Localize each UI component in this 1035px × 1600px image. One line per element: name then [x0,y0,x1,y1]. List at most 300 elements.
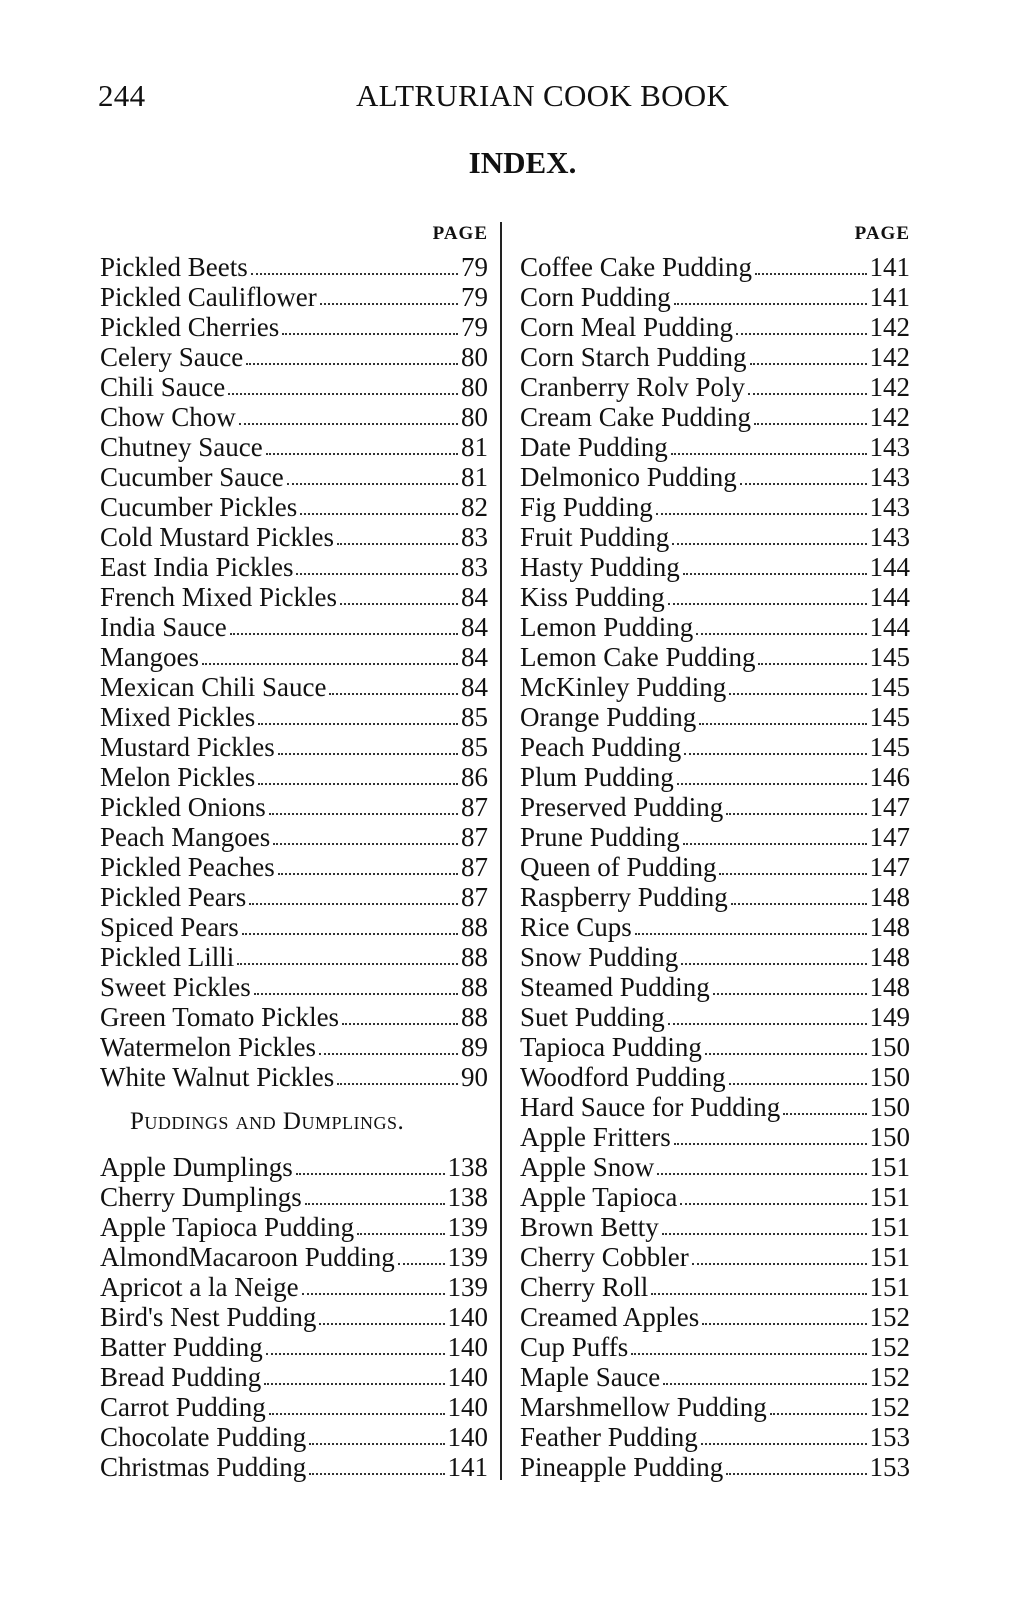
dot-leader [258,723,458,725]
index-entry [520,852,910,882]
dot-leader [230,633,458,635]
dot-leader [631,1353,866,1355]
index-entry [520,1122,910,1152]
index-entry [520,402,910,432]
index-entry [100,372,488,402]
dot-leader [251,273,458,275]
entry-name: AlmondMacaroon Pudding [100,1242,395,1272]
dot-leader [282,333,458,335]
entry-page-number: 139 [447,1272,488,1302]
entry-name: Batter Pudding [100,1332,263,1362]
index-entry [100,792,488,822]
entry-page-number: 151 [869,1212,910,1242]
entry-name: Rice Cups [520,912,632,942]
dot-leader [342,1023,458,1025]
dot-leader [726,1473,866,1475]
index-entry [520,372,910,402]
column-divider [500,222,502,1480]
entry-name: Bread Pudding [100,1362,262,1392]
entry-name: Pickled Cherries [100,312,280,342]
entry-name: Hard Sauce for Pudding [520,1092,781,1122]
index-entry [100,1452,488,1482]
index-entry [100,1422,488,1452]
entry-page-number: 141 [447,1452,488,1482]
entry-page-number: 88 [461,942,488,972]
dot-leader [683,573,867,575]
dot-leader [228,393,458,395]
entry-page-number: 88 [461,912,488,942]
entry-name: Mangoes [100,642,199,672]
entry-name: Peach Pudding [520,732,682,762]
entry-page-number: 80 [461,402,488,432]
entry-name: Cup Puffs [520,1332,629,1362]
entry-name: Woodford Pudding [520,1062,726,1092]
index-entry [520,1272,910,1302]
dot-leader [319,1323,444,1325]
entry-page-number: 87 [461,822,488,852]
dot-leader [668,603,867,605]
entry-page-number: 87 [461,852,488,882]
dot-leader [770,1413,867,1415]
dot-leader [635,933,867,935]
entry-name: Cherry Dumplings [100,1182,302,1212]
entry-name: Feather Pudding [520,1422,698,1452]
entry-name: Mixed Pickles [100,702,256,732]
entry-name: Lemon Cake Pudding [520,642,756,672]
index-entry [520,792,910,822]
dot-leader [266,453,458,455]
dot-leader [671,453,867,455]
dot-leader [258,783,458,785]
entry-page-number: 87 [461,792,488,822]
entry-page-number: 84 [461,612,488,642]
dot-leader [202,663,458,665]
index-entry [100,912,488,942]
entry-page-number: 147 [869,792,910,822]
dot-leader [681,963,866,965]
index-entry [520,312,910,342]
dot-leader [736,333,867,335]
section-heading: Puddings and Dumplings. [130,1108,405,1135]
index-entry [100,1242,488,1272]
entry-page-number: 151 [869,1242,910,1272]
index-entry [520,972,910,1002]
index-entry [520,942,910,972]
index-entry [100,1362,488,1392]
index-entry [520,762,910,792]
entry-page-number: 151 [869,1182,910,1212]
entry-page-number: 142 [869,402,910,432]
entry-name: Corn Meal Pudding [520,312,733,342]
index-entry [520,1392,910,1422]
index-column-right [520,220,910,1482]
index-entry [100,1302,488,1332]
entry-name: Kiss Pudding [520,582,665,612]
entry-name: Coffee Cake Pudding [520,252,752,282]
index-entry [520,342,910,372]
index-entry [520,522,910,552]
dot-leader [783,1113,866,1115]
entry-page-number: 144 [869,552,910,582]
index-entry [520,702,910,732]
index-entry [100,1272,488,1302]
dot-leader [278,753,458,755]
entry-name: Orange Pudding [520,702,697,732]
index-entry [520,1362,910,1392]
entry-name: Cold Mustard Pickles [100,522,334,552]
dot-leader [674,303,867,305]
index-column-left [100,220,488,1482]
dot-leader [269,813,458,815]
entry-page-number: 140 [447,1302,488,1332]
index-entry [520,432,910,462]
dot-leader [239,423,458,425]
entry-page-number: 151 [869,1152,910,1182]
index-entry [100,402,488,432]
index-entry [100,882,488,912]
entry-page-number: 147 [869,822,910,852]
entry-name: Cucumber Pickles [100,492,298,522]
entry-page-number: 90 [461,1062,488,1092]
index-entry [520,1182,910,1212]
entry-page-number: 88 [461,972,488,1002]
entry-name: Celery Sauce [100,342,244,372]
index-entry [100,972,488,1002]
entry-page-number: 150 [869,1122,910,1152]
index-entry [520,1242,910,1272]
entry-page-number: 152 [869,1362,910,1392]
entry-page-number: 149 [869,1002,910,1032]
puddings-entry-list [100,1152,488,1482]
index-entry [100,582,488,612]
entry-name: Snow Pudding [520,942,679,972]
index-entry [100,762,488,792]
index-entry [520,1032,910,1062]
entry-page-number: 142 [869,312,910,342]
entry-page-number: 147 [869,852,910,882]
entry-name: Fruit Pudding [520,522,670,552]
index-title: INDEX. [468,145,577,180]
entry-name: Cucumber Sauce [100,462,284,492]
entry-page-number: 140 [447,1332,488,1362]
index-entry [100,732,488,762]
entry-name: Spiced Pears [100,912,239,942]
index-entry [520,1422,910,1452]
entry-name: McKinley Pudding [520,672,727,702]
entry-name: Pickled Onions [100,792,266,822]
entry-page-number: 142 [869,342,910,372]
entry-page-number: 83 [461,552,488,582]
entry-name: White Walnut Pickles [100,1062,335,1092]
dot-leader [701,1443,867,1445]
entry-page-number: 82 [461,492,488,522]
entry-name: Fig Pudding [520,492,653,522]
index-entry [100,462,488,492]
entry-name: Raspberry Pudding [520,882,728,912]
index-entry [100,642,488,672]
entry-name: Apple Snow [520,1152,655,1182]
index-entry [100,612,488,642]
entry-page-number: 153 [869,1422,910,1452]
entry-name: Pickled Peaches [100,852,275,882]
entry-name: Pineapple Pudding [520,1452,724,1482]
index-entry [100,1062,488,1092]
entry-page-number: 83 [461,522,488,552]
index-entry [520,492,910,522]
index-entry [100,552,488,582]
entry-page-number: 142 [869,372,910,402]
entry-page-number: 145 [869,732,910,762]
entry-page-number: 146 [869,762,910,792]
entry-name: Suet Pudding [520,1002,665,1032]
entry-page-number: 148 [869,912,910,942]
dot-leader [692,1263,867,1265]
entry-name: Plum Pudding [520,762,674,792]
entry-name: Peach Mangoes [100,822,271,852]
dot-leader [357,1233,444,1235]
dot-leader [657,1173,866,1175]
entry-page-number: 150 [869,1092,910,1122]
entry-name: Delmonico Pudding [520,462,737,492]
entry-name: Bird's Nest Pudding [100,1302,317,1332]
entry-page-number: 85 [461,702,488,732]
entry-name: Date Pudding [520,432,668,462]
index-entry [520,462,910,492]
dot-leader [696,633,866,635]
entry-name: Melon Pickles [100,762,256,792]
index-entry [100,432,488,462]
dot-leader [726,813,866,815]
entry-name: Sweet Pickles [100,972,251,1002]
entry-name: Cream Cake Pudding [520,402,751,432]
entry-page-number: 148 [869,972,910,1002]
dot-leader [668,1023,867,1025]
index-entry [100,1212,488,1242]
entry-page-number: 80 [461,372,488,402]
entry-page-number: 148 [869,942,910,972]
entry-page-number: 81 [461,432,488,462]
pickles-entry-list [100,252,488,1092]
index-entry [100,672,488,702]
entry-page-number: 148 [869,882,910,912]
entry-page-number: 150 [869,1032,910,1062]
index-entry [100,1392,488,1422]
entry-page-number: 152 [869,1332,910,1362]
dot-leader [663,1383,866,1385]
entry-page-number: 138 [447,1182,488,1212]
dot-leader [264,1383,444,1385]
entry-page-number: 152 [869,1392,910,1422]
entry-page-number: 84 [461,582,488,612]
dot-leader [677,783,867,785]
entry-page-number: 140 [447,1392,488,1422]
dot-leader [674,1143,867,1145]
dot-leader [729,1083,867,1085]
dot-leader [731,903,867,905]
index-entry [520,1152,910,1182]
entry-name: Apple Fritters [520,1122,671,1152]
index-entry [100,852,488,882]
index-entry [100,1332,488,1362]
index-entry [100,522,488,552]
entry-page-number: 79 [461,252,488,282]
entry-name: Cherry Roll [520,1272,649,1302]
entry-page-number: 139 [447,1212,488,1242]
dot-leader [269,1413,445,1415]
entry-page-number: 143 [869,492,910,522]
dot-leader [302,1293,445,1295]
dot-leader [273,843,458,845]
entry-page-number: 145 [869,672,910,702]
index-entry [520,1452,910,1482]
entry-name: Green Tomato Pickles [100,1002,340,1032]
dot-leader [254,993,458,995]
index-entry [520,672,910,702]
entry-name: Queen of Pudding [520,852,717,882]
entry-page-number: 87 [461,882,488,912]
running-head [98,78,738,118]
index-entry [520,1212,910,1242]
entry-page-number: 80 [461,342,488,372]
index-entry [520,1092,910,1122]
book-title: ALTRURIAN COOK BOOK [356,78,730,113]
dot-leader [656,513,867,515]
dot-leader [287,483,458,485]
dot-leader [278,873,458,875]
dot-leader [266,1353,445,1355]
index-entry [520,912,910,942]
entry-page-number: 86 [461,762,488,792]
index-entry [520,1002,910,1032]
entry-page-number: 139 [447,1242,488,1272]
dot-leader [296,1173,445,1175]
entry-page-number: 84 [461,642,488,672]
entry-name: Hasty Pudding [520,552,680,582]
entry-page-number: 140 [447,1362,488,1392]
dot-leader [748,393,867,395]
entry-name: Corn Pudding [520,282,671,312]
index-entry [100,1032,488,1062]
index-entry [100,942,488,972]
entry-name: Pickled Beets [100,252,248,282]
entry-name: Tapioca Pudding [520,1032,702,1062]
entry-page-number: 79 [461,312,488,342]
entry-name: Pickled Lilli [100,942,235,972]
entry-page-number: 143 [869,432,910,462]
entry-page-number: 151 [869,1272,910,1302]
index-entry [100,702,488,732]
index-entry [520,732,910,762]
pudding-entry-list [520,252,910,1482]
entry-name: Maple Sauce [520,1362,661,1392]
dot-leader [651,1293,866,1295]
entry-name: Apple Tapioca [520,1182,678,1212]
entry-name: Cranberry Rolv Poly [520,372,745,402]
entry-name: Pickled Cauliflower [100,282,317,312]
dot-leader [329,693,458,695]
index-entry [100,1002,488,1032]
entry-name: Lemon Pudding [520,612,694,642]
entry-name: Cherry Cobbler [520,1242,689,1272]
entry-page-number: 85 [461,732,488,762]
index-entry [520,1302,910,1332]
index-entry [520,582,910,612]
entry-name: Mexican Chili Sauce [100,672,327,702]
dot-leader [755,273,867,275]
index-entry [100,342,488,372]
dot-leader [672,543,866,545]
entry-name: Preserved Pudding [520,792,724,822]
index-entry [100,822,488,852]
index-entry [100,312,488,342]
entry-name: Chow Chow [100,402,236,432]
index-entry [520,1332,910,1362]
dot-leader [729,693,866,695]
entry-page-number: 145 [869,702,910,732]
entry-page-number: 79 [461,282,488,312]
dot-leader [296,573,458,575]
entry-name: Marshmellow Pudding [520,1392,767,1422]
entry-page-number: 138 [447,1152,488,1182]
dot-leader [740,483,867,485]
index-entry [100,492,488,522]
entry-page-number: 84 [461,672,488,702]
entry-page-number: 143 [869,462,910,492]
index-entry [100,282,488,312]
index-entry [520,1062,910,1092]
entry-page-number: 144 [869,612,910,642]
entry-page-number: 140 [447,1422,488,1452]
page-column-label: PAGE [854,223,910,244]
dot-leader [337,1083,458,1085]
entry-name: Chili Sauce [100,372,226,402]
entry-name: India Sauce [100,612,227,642]
entry-page-number: 153 [869,1452,910,1482]
dot-leader [398,1263,445,1265]
index-entry [520,282,910,312]
entry-name: Apricot a la Neige [100,1272,299,1302]
index-entry [520,252,910,282]
entry-name: Creamed Apples [520,1302,700,1332]
entry-name: Watermelon Pickles [100,1032,317,1062]
dot-leader [337,543,458,545]
dot-leader [754,423,867,425]
dot-leader [680,1203,866,1205]
dot-leader [705,1053,867,1055]
entry-name: East India Pickles [100,552,294,582]
dot-leader [702,1323,866,1325]
dot-leader [320,303,458,305]
entry-name: Apple Dumplings [100,1152,293,1182]
dot-leader [300,513,458,515]
entry-page-number: 143 [869,522,910,552]
dot-leader [699,723,866,725]
entry-page-number: 144 [869,582,910,612]
entry-name: Mustard Pickles [100,732,275,762]
entry-name: Christmas Pudding [100,1452,307,1482]
dot-leader [683,843,867,845]
dot-leader [662,1233,867,1235]
dot-leader [309,1473,444,1475]
page-column-label: PAGE [432,223,488,244]
entry-name: French Mixed Pickles [100,582,337,612]
index-entry [520,642,910,672]
entry-page-number: 145 [869,642,910,672]
dot-leader [309,1443,444,1445]
page-number: 244 [98,78,146,113]
entry-name: Brown Betty [520,1212,659,1242]
entry-page-number: 81 [461,462,488,492]
